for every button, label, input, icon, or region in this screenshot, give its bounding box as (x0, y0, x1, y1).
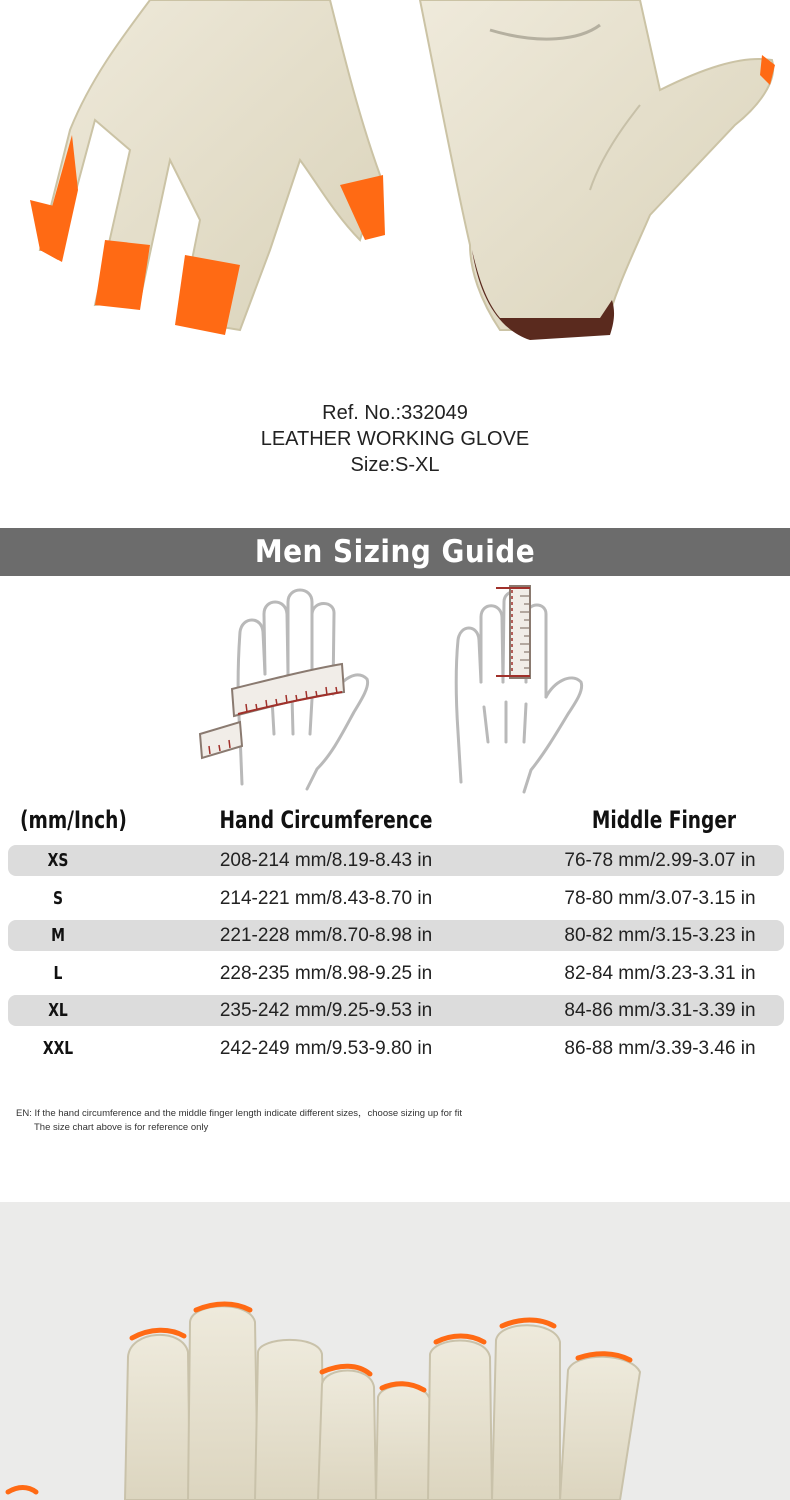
middle-finger-value: 82-84 mm/3.23-3.31 in (564, 962, 756, 984)
middle-finger-value: 78-80 mm/3.07-3.15 in (564, 887, 756, 909)
sizing-note (16, 1107, 462, 1135)
glove-fingers (125, 1306, 640, 1500)
hand-circumference-value: 228-235 mm/8.98-9.25 in (219, 962, 433, 984)
left-glove (30, 0, 385, 335)
middle-finger-value: 86-88 mm/3.39-3.46 in (564, 1037, 756, 1059)
bottom-product-photo (0, 1202, 790, 1500)
gloves-photo-bottom (0, 1202, 790, 1500)
measurement-illustrations (0, 580, 790, 796)
size-label: S (52, 887, 64, 909)
product-info (0, 400, 790, 478)
hand-with-tape-icon (192, 584, 382, 796)
middle-finger-value: 84-86 mm/3.31-3.39 in (564, 1000, 756, 1022)
middle-finger-value: 80-82 mm/3.15-3.23 in (564, 925, 756, 947)
size-label: XS (47, 850, 69, 871)
table-row (8, 995, 784, 1026)
hand-with-ruler-icon (446, 582, 596, 796)
table-row (8, 883, 784, 914)
table-row (8, 958, 784, 989)
size-label: XL (48, 1000, 68, 1022)
unit-header: (mm/Inch) (20, 806, 127, 834)
gloves-photo-top (0, 0, 790, 370)
size-table (8, 845, 784, 1071)
size-label: XXL (42, 1037, 74, 1059)
product-size-range: Size:S-XL (350, 454, 440, 476)
hand-circumference-value: 214-221 mm/8.43-8.70 in (219, 887, 433, 909)
sizing-guide-title: Men Sizing Guide (254, 534, 536, 570)
sizing-note-line-2: The size chart above is for reference only (34, 1122, 209, 1133)
table-row (8, 1033, 784, 1064)
size-label: L (53, 962, 63, 984)
hand-circumference-value: 221-228 mm/8.70-8.98 in (219, 925, 433, 947)
product-name: LEATHER WORKING GLOVE (260, 428, 530, 450)
top-product-photo (0, 0, 790, 370)
hand-circumference-value: 242-249 mm/9.53-9.80 in (219, 1037, 433, 1059)
hand-circumference-value: 208-214 mm/8.19-8.43 in (219, 850, 433, 871)
sizing-guide-banner (0, 528, 790, 576)
size-label: M (51, 925, 65, 947)
right-glove (420, 0, 775, 340)
table-row (8, 845, 784, 876)
middle-finger-value: 76-78 mm/2.99-3.07 in (564, 850, 756, 871)
sizing-note-line-1: EN: If the hand circumference and the middle finger length indicate different sizes，choose sizing up for fit (16, 1108, 463, 1119)
hand-circumference-header: Hand Circumference (219, 806, 433, 834)
table-row (8, 920, 784, 951)
middle-finger-header: Middle Finger (591, 806, 737, 834)
reference-number: Ref. No.:332049 (322, 402, 468, 424)
size-table-header (0, 806, 790, 840)
hand-circumference-value: 235-242 mm/9.25-9.53 in (219, 1000, 433, 1022)
